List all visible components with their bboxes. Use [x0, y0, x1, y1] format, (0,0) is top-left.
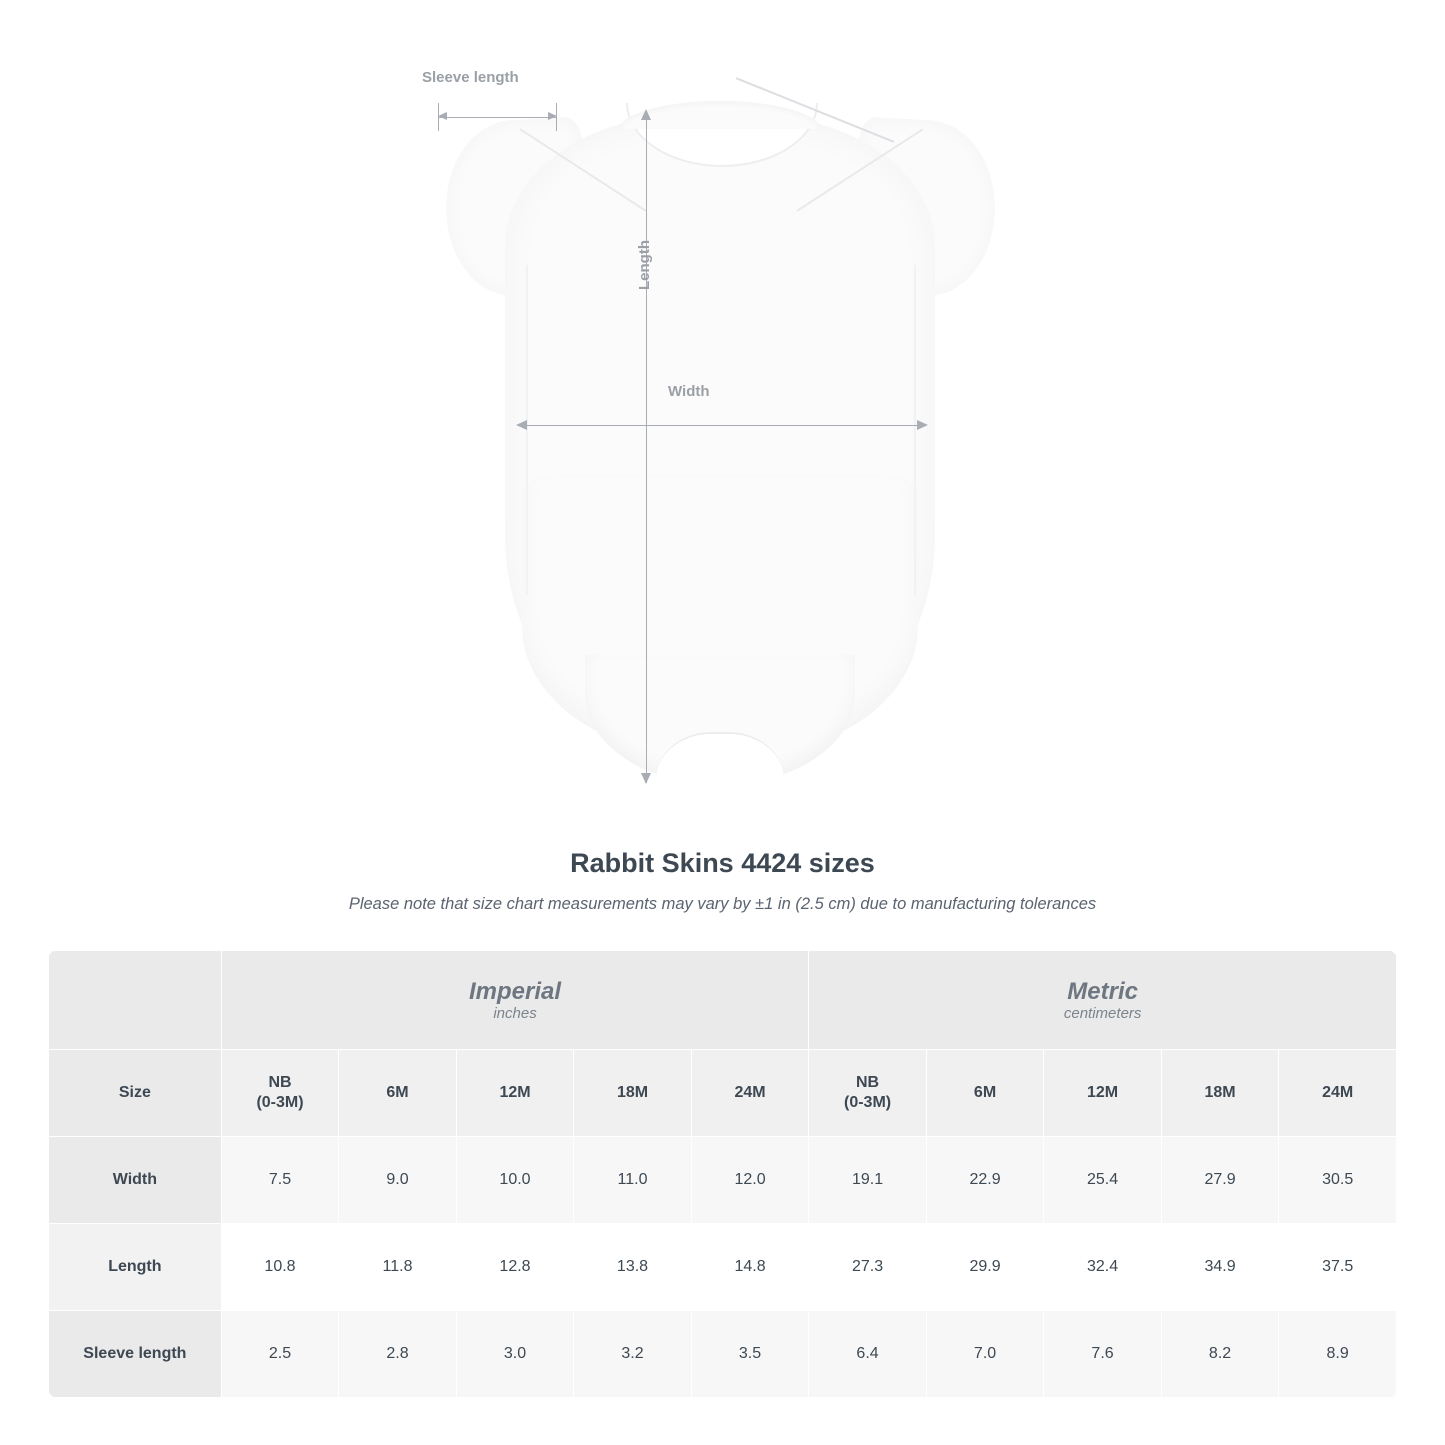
- header-imperial-6m: 6M: [339, 1050, 457, 1137]
- header-imperial-24m: 24M: [691, 1050, 809, 1137]
- metric-unit-header: [809, 951, 1397, 1050]
- row-label-length: Length: [49, 1224, 222, 1311]
- cell-length-metric-18m: 34.9: [1161, 1224, 1279, 1311]
- sleeve-length-line: [438, 117, 556, 118]
- table-row: [49, 1137, 1397, 1224]
- cell-width-metric-12m: 25.4: [1044, 1137, 1162, 1224]
- cell-length-imperial-12m: 12.8: [456, 1224, 574, 1311]
- cell-width-metric-nb: 19.1: [809, 1137, 927, 1224]
- page-title: Rabbit Skins 4424 sizes: [570, 848, 875, 878]
- sleeve-arrowhead-left: [438, 112, 447, 120]
- unit-header-row: [49, 951, 1397, 1050]
- width-arrowhead-right: [917, 420, 928, 430]
- row-label-width: Width: [49, 1137, 222, 1224]
- length-arrowhead-bottom: [641, 773, 651, 784]
- title-block: [0, 848, 1445, 914]
- cell-sleeve-metric-18m: 8.2: [1161, 1311, 1279, 1398]
- width-arrowhead-left: [516, 420, 527, 430]
- unit-header-spacer: [49, 951, 222, 1050]
- table-row: [49, 1311, 1397, 1398]
- cell-width-metric-6m: 22.9: [926, 1137, 1044, 1224]
- header-imperial-12m: 12M: [456, 1050, 574, 1137]
- cell-width-imperial-nb: 7.5: [221, 1137, 339, 1224]
- cell-length-imperial-24m: 14.8: [691, 1224, 809, 1311]
- cell-sleeve-imperial-6m: 2.8: [339, 1311, 457, 1398]
- header-line2: (0-3M): [843, 1094, 892, 1111]
- metric-unit-sub: centimeters: [1063, 1005, 1142, 1023]
- cell-sleeve-metric-nb: 6.4: [809, 1311, 927, 1398]
- table-row: [49, 1224, 1397, 1311]
- header-metric-nb: [809, 1050, 927, 1137]
- cell-sleeve-imperial-18m: 3.2: [574, 1311, 692, 1398]
- width-line: [518, 425, 926, 426]
- sleeve-arrowhead-right: [548, 112, 557, 120]
- imperial-unit-sub: inches: [493, 1005, 537, 1023]
- header-line2: (0-3M): [256, 1094, 304, 1111]
- metric-unit-name: Metric: [1067, 977, 1138, 1005]
- cell-width-metric-24m: 30.5: [1279, 1137, 1397, 1224]
- length-arrowhead-top: [641, 109, 651, 120]
- side-seam-left: [526, 265, 528, 595]
- length-line: [646, 113, 647, 783]
- imperial-unit-header: [221, 951, 809, 1050]
- size-column-header: Size: [49, 1050, 222, 1137]
- row-label-sleeve-length: Sleeve length: [49, 1311, 222, 1398]
- header-line1: NB: [268, 1074, 292, 1091]
- column-header-row: [49, 1050, 1397, 1137]
- side-seam-right: [914, 265, 916, 595]
- tolerance-note: Please note that size chart measurements may vary by ±1 in (2.5 cm) due to manufacturing tolerances: [348, 895, 1097, 913]
- cell-width-imperial-6m: 9.0: [339, 1137, 457, 1224]
- cell-length-metric-6m: 29.9: [926, 1224, 1044, 1311]
- cell-length-imperial-nb: 10.8: [221, 1224, 339, 1311]
- cell-sleeve-metric-6m: 7.0: [926, 1311, 1044, 1398]
- header-metric-6m: 6M: [926, 1050, 1044, 1137]
- cell-length-imperial-6m: 11.8: [339, 1224, 457, 1311]
- cell-width-metric-18m: 27.9: [1161, 1137, 1279, 1224]
- size-chart-table-wrapper: [48, 950, 1397, 1398]
- cell-length-metric-24m: 37.5: [1279, 1224, 1397, 1311]
- header-line1: NB: [855, 1074, 880, 1091]
- header-metric-12m: 12M: [1044, 1050, 1162, 1137]
- header-imperial-18m: 18M: [574, 1050, 692, 1137]
- cell-sleeve-imperial-nb: 2.5: [221, 1311, 339, 1398]
- cell-sleeve-imperial-12m: 3.0: [456, 1311, 574, 1398]
- cell-width-imperial-24m: 12.0: [691, 1137, 809, 1224]
- cell-width-imperial-12m: 10.0: [456, 1137, 574, 1224]
- length-label: Length: [636, 240, 653, 290]
- header-imperial-nb: [221, 1050, 339, 1137]
- cell-length-metric-12m: 32.4: [1044, 1224, 1162, 1311]
- cell-width-imperial-18m: 11.0: [574, 1137, 692, 1224]
- header-metric-24m: 24M: [1279, 1050, 1397, 1137]
- width-label: Width: [668, 383, 710, 400]
- cell-sleeve-imperial-24m: 3.5: [691, 1311, 809, 1398]
- header-metric-18m: 18M: [1161, 1050, 1279, 1137]
- sleeve-length-label: Sleeve length: [422, 69, 519, 86]
- cell-length-metric-nb: 27.3: [809, 1224, 927, 1311]
- cell-sleeve-metric-12m: 7.6: [1044, 1311, 1162, 1398]
- size-chart-table: [48, 950, 1397, 1398]
- bodysuit-graphic: [422, 69, 1010, 785]
- imperial-unit-name: Imperial: [469, 977, 562, 1005]
- cell-length-imperial-18m: 13.8: [574, 1224, 692, 1311]
- cell-sleeve-metric-24m: 8.9: [1279, 1311, 1397, 1398]
